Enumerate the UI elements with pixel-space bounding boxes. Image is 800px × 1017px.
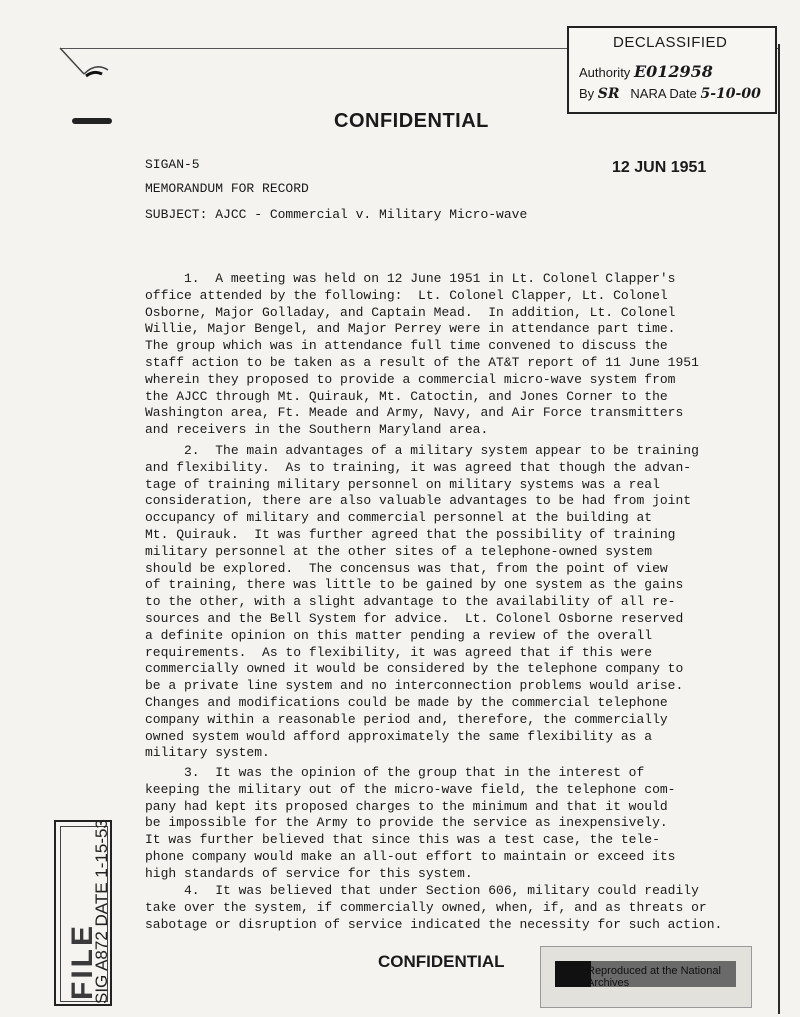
memo-date: 12 JUN 1951: [612, 159, 707, 176]
footer-classification: CONFIDENTIAL: [378, 952, 505, 971]
memo-subject: SUBJECT: AJCC - Commercial v. Military Micro-wave: [145, 207, 528, 222]
paper-clip-mark-icon: [56, 40, 116, 90]
label-black-block: [555, 961, 591, 987]
paragraph-3: 3. It was the opinion of the group that in the interest of keeping the military out of the micro-wave field, the telephone com- pany had kept its proposed charges to the minimum and that it would be impossible for the Army to provide the service as inexpensively. It was further believed that since this was a test case, the tele- phone company would make an all-out effort to maintain or exceed its high standards of service for this system.: [145, 765, 676, 881]
memo-reference: SIGAN-5: [145, 157, 200, 172]
paragraph-2: 2. The main advantages of a military system appear to be training and flexibility. As to training, it was agreed that though the advan- tage of training military personnel on military systems was a real consideration, there are also valuable advantages to be had from joint occupancy of military and commercial personnel at the building at Mt. Quirauk. It was further agreed that the possibility of training military personnel at the other sites of a telephone-owned system should be explored. The concensus was that, from the point of view of training, there was little to be gained by one system as the gains to the other, with a slight advantage to the availability of all re- sources and the Bell System for advice. Lt. Colonel Osborne reserved a definite opinion on this matter pending a review of the overall requirements. As to flexibility, it was agreed that if this were commercially owned it would be considered by the telephone company to be a private line system and no interconnection problems would arise. Changes and modifications could be made by the commercial telephone company within a reasonable period and, therefore, the commercially owned system would afford approximately the same flexibility as a military system.: [145, 443, 699, 761]
authority-value: E012958: [633, 62, 713, 81]
authority-line: [579, 62, 713, 81]
authority-label: Authority: [579, 65, 631, 80]
file-stamp-label: FILE: [66, 923, 99, 1000]
file-stamp-sig-line: SIG A872 DATE 1-15-53: [92, 819, 111, 1004]
declassified-title: DECLASSIFIED: [613, 34, 728, 51]
reproduced-text: Reproduced at the National Archives: [587, 965, 721, 989]
nara-date-value: 5-10-00: [700, 86, 761, 102]
paragraph-1: 1. A meeting was held on 12 June 1951 in Lt. Colonel Clapper's office attended by the following: Lt. Colonel Clapper, Lt. Colonel Osborne, Major Golladay, and Captain Mead. In addition, Lt. Colonel Willie, Major Bengel, and Major Perrey were in attendance part time. The group which was in attendance full time convened to discuss the staff action to be taken as a result of the AT&T report of 11 June 1951 wherein they proposed to provide a commercial micro-wave system from the AJCC through Mt. Quirauk, Mt. Catoctin, and Jones Corner to the Washington area, Ft. Meade and Army, Navy, and Air Force transmitters and receivers in the Southern Maryland area.: [145, 271, 699, 438]
header-classification: CONFIDENTIAL: [334, 110, 489, 132]
right-border-line: [778, 44, 780, 1014]
national-archives-label: [540, 946, 752, 1008]
by-value: SR: [597, 86, 620, 102]
margin-dash-mark: [72, 118, 112, 124]
paragraph-4: 4. It was believed that under Section 606, military could readily take over the system, if commercially owned, when, if, and as threats or sabotage or disruption of service indicated the necessity for such action.: [145, 883, 723, 932]
by-line: [579, 86, 761, 102]
declassified-stamp: [567, 26, 777, 114]
memo-type: MEMORANDUM FOR RECORD: [145, 181, 309, 196]
by-label: By: [579, 86, 595, 101]
nara-date-label: NARA Date: [630, 86, 697, 101]
